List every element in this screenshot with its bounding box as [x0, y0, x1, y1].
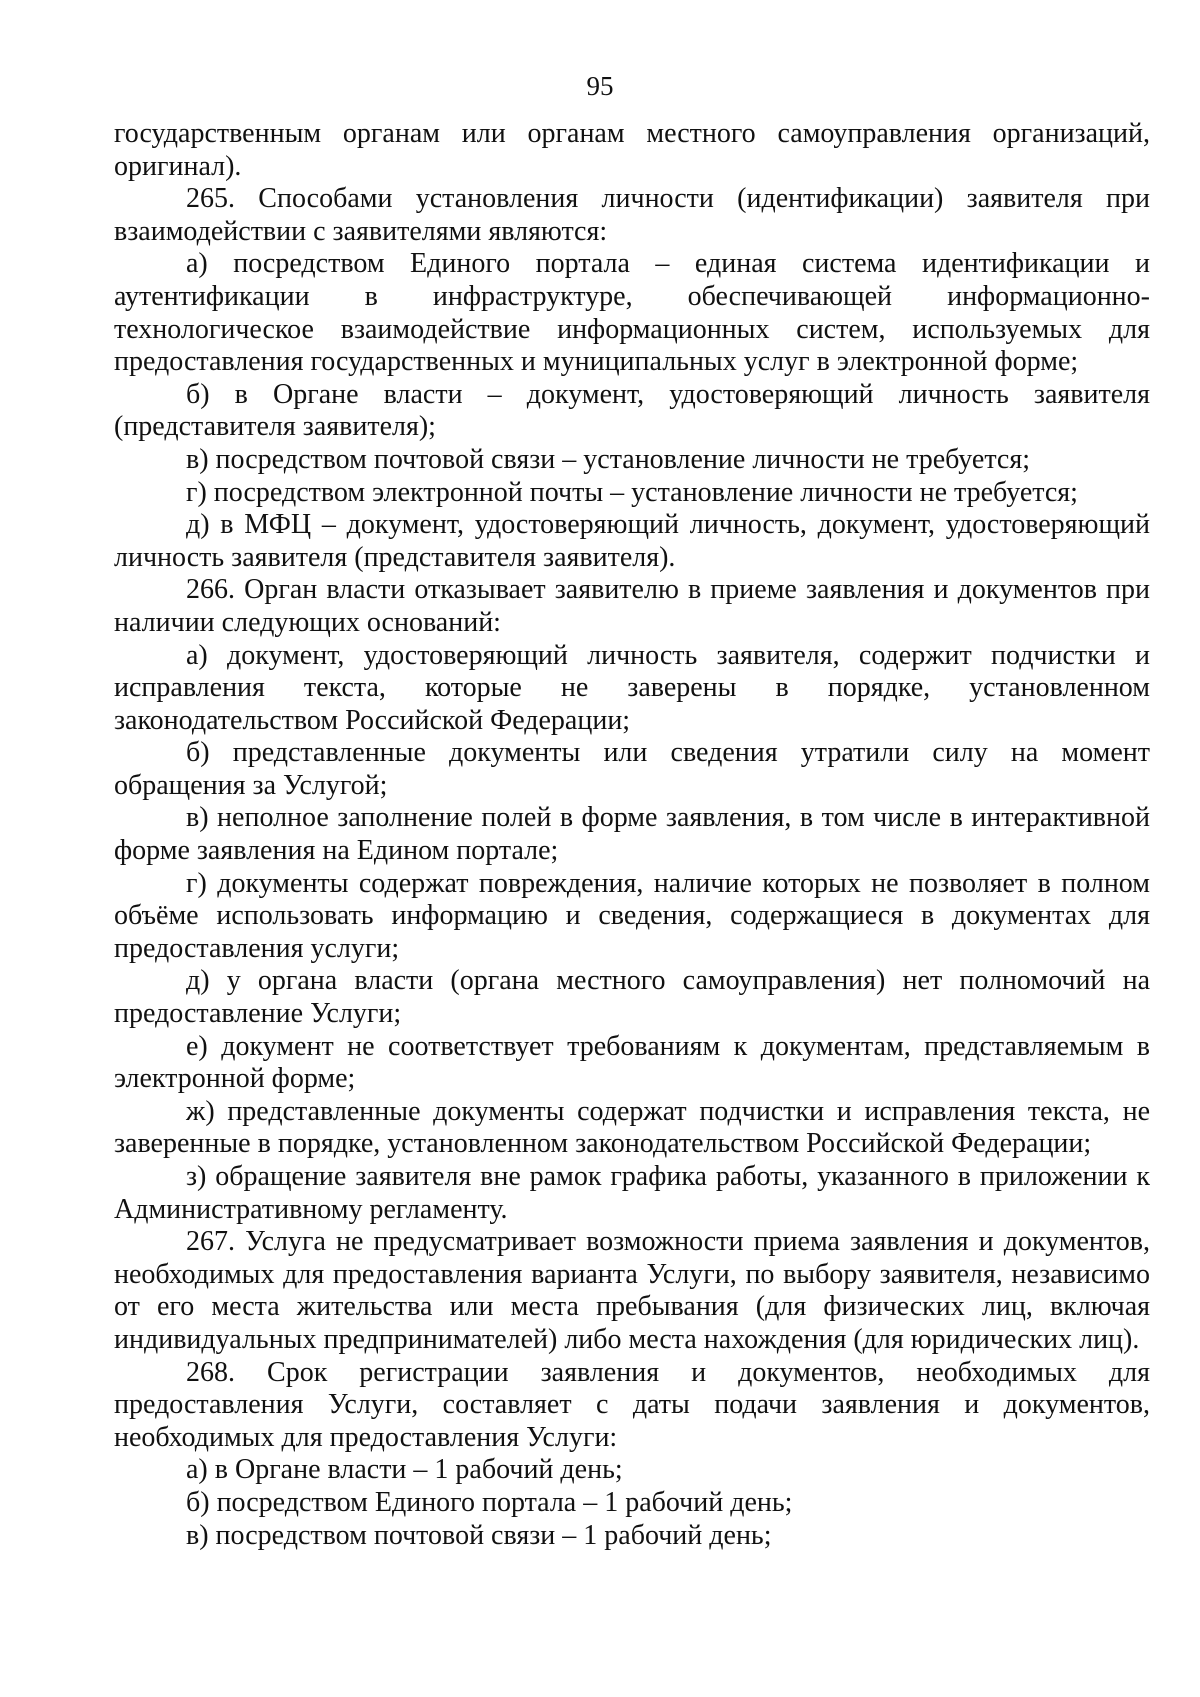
paragraph: б) посредством Единого портала – 1 рабочий день; [186, 1486, 793, 1518]
paragraph: д) у органа власти (органа местного самоуправления) нет полномочий на предоставление Услуги; [114, 965, 1150, 1030]
paragraph: б) в Органе власти – документ, удостоверяющий личность заявителя (представителя заявителя); [114, 378, 1150, 443]
paragraph: 267. Услуга не предусматривает возможности приема заявления и документов, необходимых для предоставления варианта Услуги, по выбору заявителя, независимо от его места жительства или места пребывания (для физических лиц, включая индивидуальных предпринимателей) либо места нахождения (для юридических лиц). [114, 1226, 1150, 1355]
paragraph: в) посредством почтовой связи – 1 рабочий день; [186, 1519, 772, 1551]
document-body [114, 118, 1150, 1552]
paragraph: д) в МФЦ – документ, удостоверяющий личность, документ, удостоверяющий личность заявителя (представителя заявителя). [114, 509, 1150, 573]
paragraph: а) документ, удостоверяющий личность заявителя, содержит подчистки и исправления текста, которые не заверены в порядке, установленном законодательством Российской Федерации; [114, 639, 1150, 736]
page-number: 95 [586, 71, 614, 101]
paragraph: ж) представленные документы содержат подчистки и исправления текста, не заверенные в порядке, установленном законодательством Российской Федерации; [114, 1095, 1150, 1160]
paragraph: а) в Органе власти – 1 рабочий день; [186, 1454, 623, 1486]
paragraph: в) неполное заполнение полей в форме заявления, в том числе в интерактивной форме заявления на Едином портале; [114, 802, 1150, 867]
paragraph: в) посредством почтовой связи – установление личности не требуется; [186, 443, 1031, 475]
paragraph: г) документы содержат повреждения, наличие которых не позволяет в полном объёме использовать информацию и сведения, содержащиеся в документах для предоставления услуги; [114, 867, 1150, 964]
paragraph: 266. Орган власти отказывает заявителю в приеме заявления и документов при наличии следующих оснований: [114, 574, 1150, 638]
paragraph: 268. Срок регистрации заявления и документов, необходимых для предоставления Услуги, составляет с даты подачи заявления и документов, необходимых для предоставления Услуги: [114, 1356, 1150, 1453]
paragraph: государственным органам или органам местного самоуправления организаций, оригинал). [114, 118, 1150, 182]
paragraph: з) обращение заявителя вне рамок графика работы, указанного в приложении к Административному регламенту. [114, 1161, 1150, 1225]
paragraph: е) документ не соответствует требованиям к документам, представляемым в электронной форме; [114, 1030, 1150, 1095]
paragraph: а) посредством Единого портала – единая система идентификации и аутентификации в инфраструктуре, обеспечивающей информационно-технологическое взаимодействие информационных систем, используемых для предоставления государственных и муниципальных услуг в электронной форме; [114, 248, 1150, 378]
paragraph: б) представленные документы или сведения утратили силу на момент обращения за Услугой; [114, 737, 1150, 801]
paragraph: 265. Способами установления личности (идентификации) заявителя при взаимодействии с заявителями являются: [114, 183, 1150, 247]
paragraph: г) посредством электронной почты – установление личности не требуется; [186, 476, 1078, 508]
